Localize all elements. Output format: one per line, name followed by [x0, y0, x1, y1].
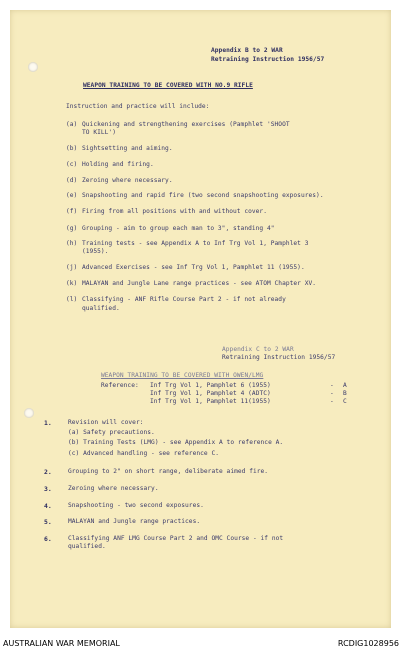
list-item-text: Firing from all positions with and without cover. — [82, 208, 267, 215]
archive-footer — [0, 636, 403, 654]
list-item-text: Zeroing where necessary. — [82, 177, 173, 184]
reference-text: Inf Trg Vol 1, Pamphlet 4 (ADTC) — [150, 390, 271, 397]
reference-dash: - — [330, 382, 334, 389]
list-item-text: Snapshooting and rapid fire (two second snapshooting exposures). — [82, 192, 324, 199]
appendix-c-heading: Appendix C to 2 WAR — [222, 346, 294, 353]
intro-text: Instruction and practice will include: — [66, 103, 210, 110]
list-item-label: (b) — [66, 145, 78, 152]
footer-source: AUSTRALIAN WAR MEMORIAL — [3, 639, 120, 648]
list-item-text: TO KILL') — [82, 129, 116, 136]
list-item-text: Holding and firing. — [82, 161, 154, 168]
list-item-label: (k) — [66, 280, 78, 287]
item-text: Grouping to 2" on short range, deliberate aimed fire. — [68, 468, 269, 475]
list-item-label: (c) — [66, 161, 78, 168]
item-text: Snapshooting - two second exposures. — [68, 502, 204, 509]
item-number: 3. — [44, 485, 52, 493]
item-text: Zeroing where necessary. — [68, 485, 159, 492]
punch-hole — [28, 62, 38, 72]
list-item-text: Quickening and strengthening exercises (Pamphlet 'SHOOT — [82, 121, 290, 128]
footer-record-id: RCDIG1028956 — [337, 639, 399, 648]
sub-item-text: (a) Safety precautions. — [68, 429, 155, 436]
list-item-label: (l) — [66, 296, 78, 303]
item-number: 5. — [44, 518, 52, 526]
list-item-label: (h) — [66, 240, 78, 247]
appendix-b-heading: Appendix B to 2 WAR — [211, 47, 283, 54]
list-item-text: (1955). — [82, 248, 109, 255]
retraining-instruction-1: Retraining Instruction 1956/57 — [211, 56, 325, 63]
punch-hole — [24, 408, 34, 418]
retraining-instruction-2: Retraining Instruction 1956/57 — [222, 354, 336, 361]
list-item-text: Sightsetting and aiming. — [82, 145, 173, 152]
list-item-label: (e) — [66, 192, 78, 199]
reference-dash: - — [330, 398, 334, 405]
item-text: Classifying ANF LMG Course Part 2 and OMC Course - if not — [68, 535, 284, 542]
list-item-label: (d) — [66, 177, 78, 184]
item-text: Revision will cover: — [68, 419, 144, 426]
owen-lmg-section-title: WEAPON TRAINING TO BE COVERED WITH OWEN/LMG — [101, 372, 264, 379]
reference-dash: - — [330, 390, 334, 397]
reference-label: Reference: — [101, 382, 139, 389]
item-number: 1. — [44, 419, 52, 427]
sub-item-text: (c) Advanced handling - see reference C. — [68, 450, 220, 457]
list-item-label: (j) — [66, 264, 78, 271]
item-text: qualified. — [68, 543, 106, 550]
list-item-label: (a) — [66, 121, 78, 128]
reference-code: B — [343, 390, 347, 397]
list-item-text: MALAYAN and Jungle Lane range practices - see ATOM Chapter XV. — [82, 280, 317, 287]
item-number: 4. — [44, 502, 52, 510]
sub-item-text: (b) Training Tests (LMG) - see Appendix A to reference A. — [68, 439, 284, 446]
rifle-section-title: WEAPON TRAINING TO BE COVERED WITH NO.9 RIFLE — [83, 82, 253, 89]
list-item-text: Advanced Exercises - see Inf Trg Vol 1, Pamphlet 11 (1955). — [82, 264, 305, 271]
list-item-text: Grouping - aim to group each man to 3", standing 4" — [82, 225, 275, 232]
reference-code: A — [343, 382, 347, 389]
reference-text: Inf Trg Vol 1, Pamphlet 6 (1955) — [150, 382, 271, 389]
list-item-label: (g) — [66, 225, 78, 232]
reference-text: Inf Trg Vol 1, Pamphlet 11(1955) — [150, 398, 271, 405]
list-item-text: qualified. — [82, 305, 120, 312]
list-item-text: Classifying - ANF Rifle Course Part 2 - if not already — [82, 296, 286, 303]
reference-code: C — [343, 398, 347, 405]
item-text: MALAYAN and Jungle range practices. — [68, 518, 201, 525]
item-number: 2. — [44, 468, 52, 476]
list-item-label: (f) — [66, 208, 78, 215]
item-number: 6. — [44, 535, 52, 543]
list-item-text: Training tests - see Appendix A to Inf Trg Vol 1, Pamphlet 3 — [82, 240, 309, 247]
